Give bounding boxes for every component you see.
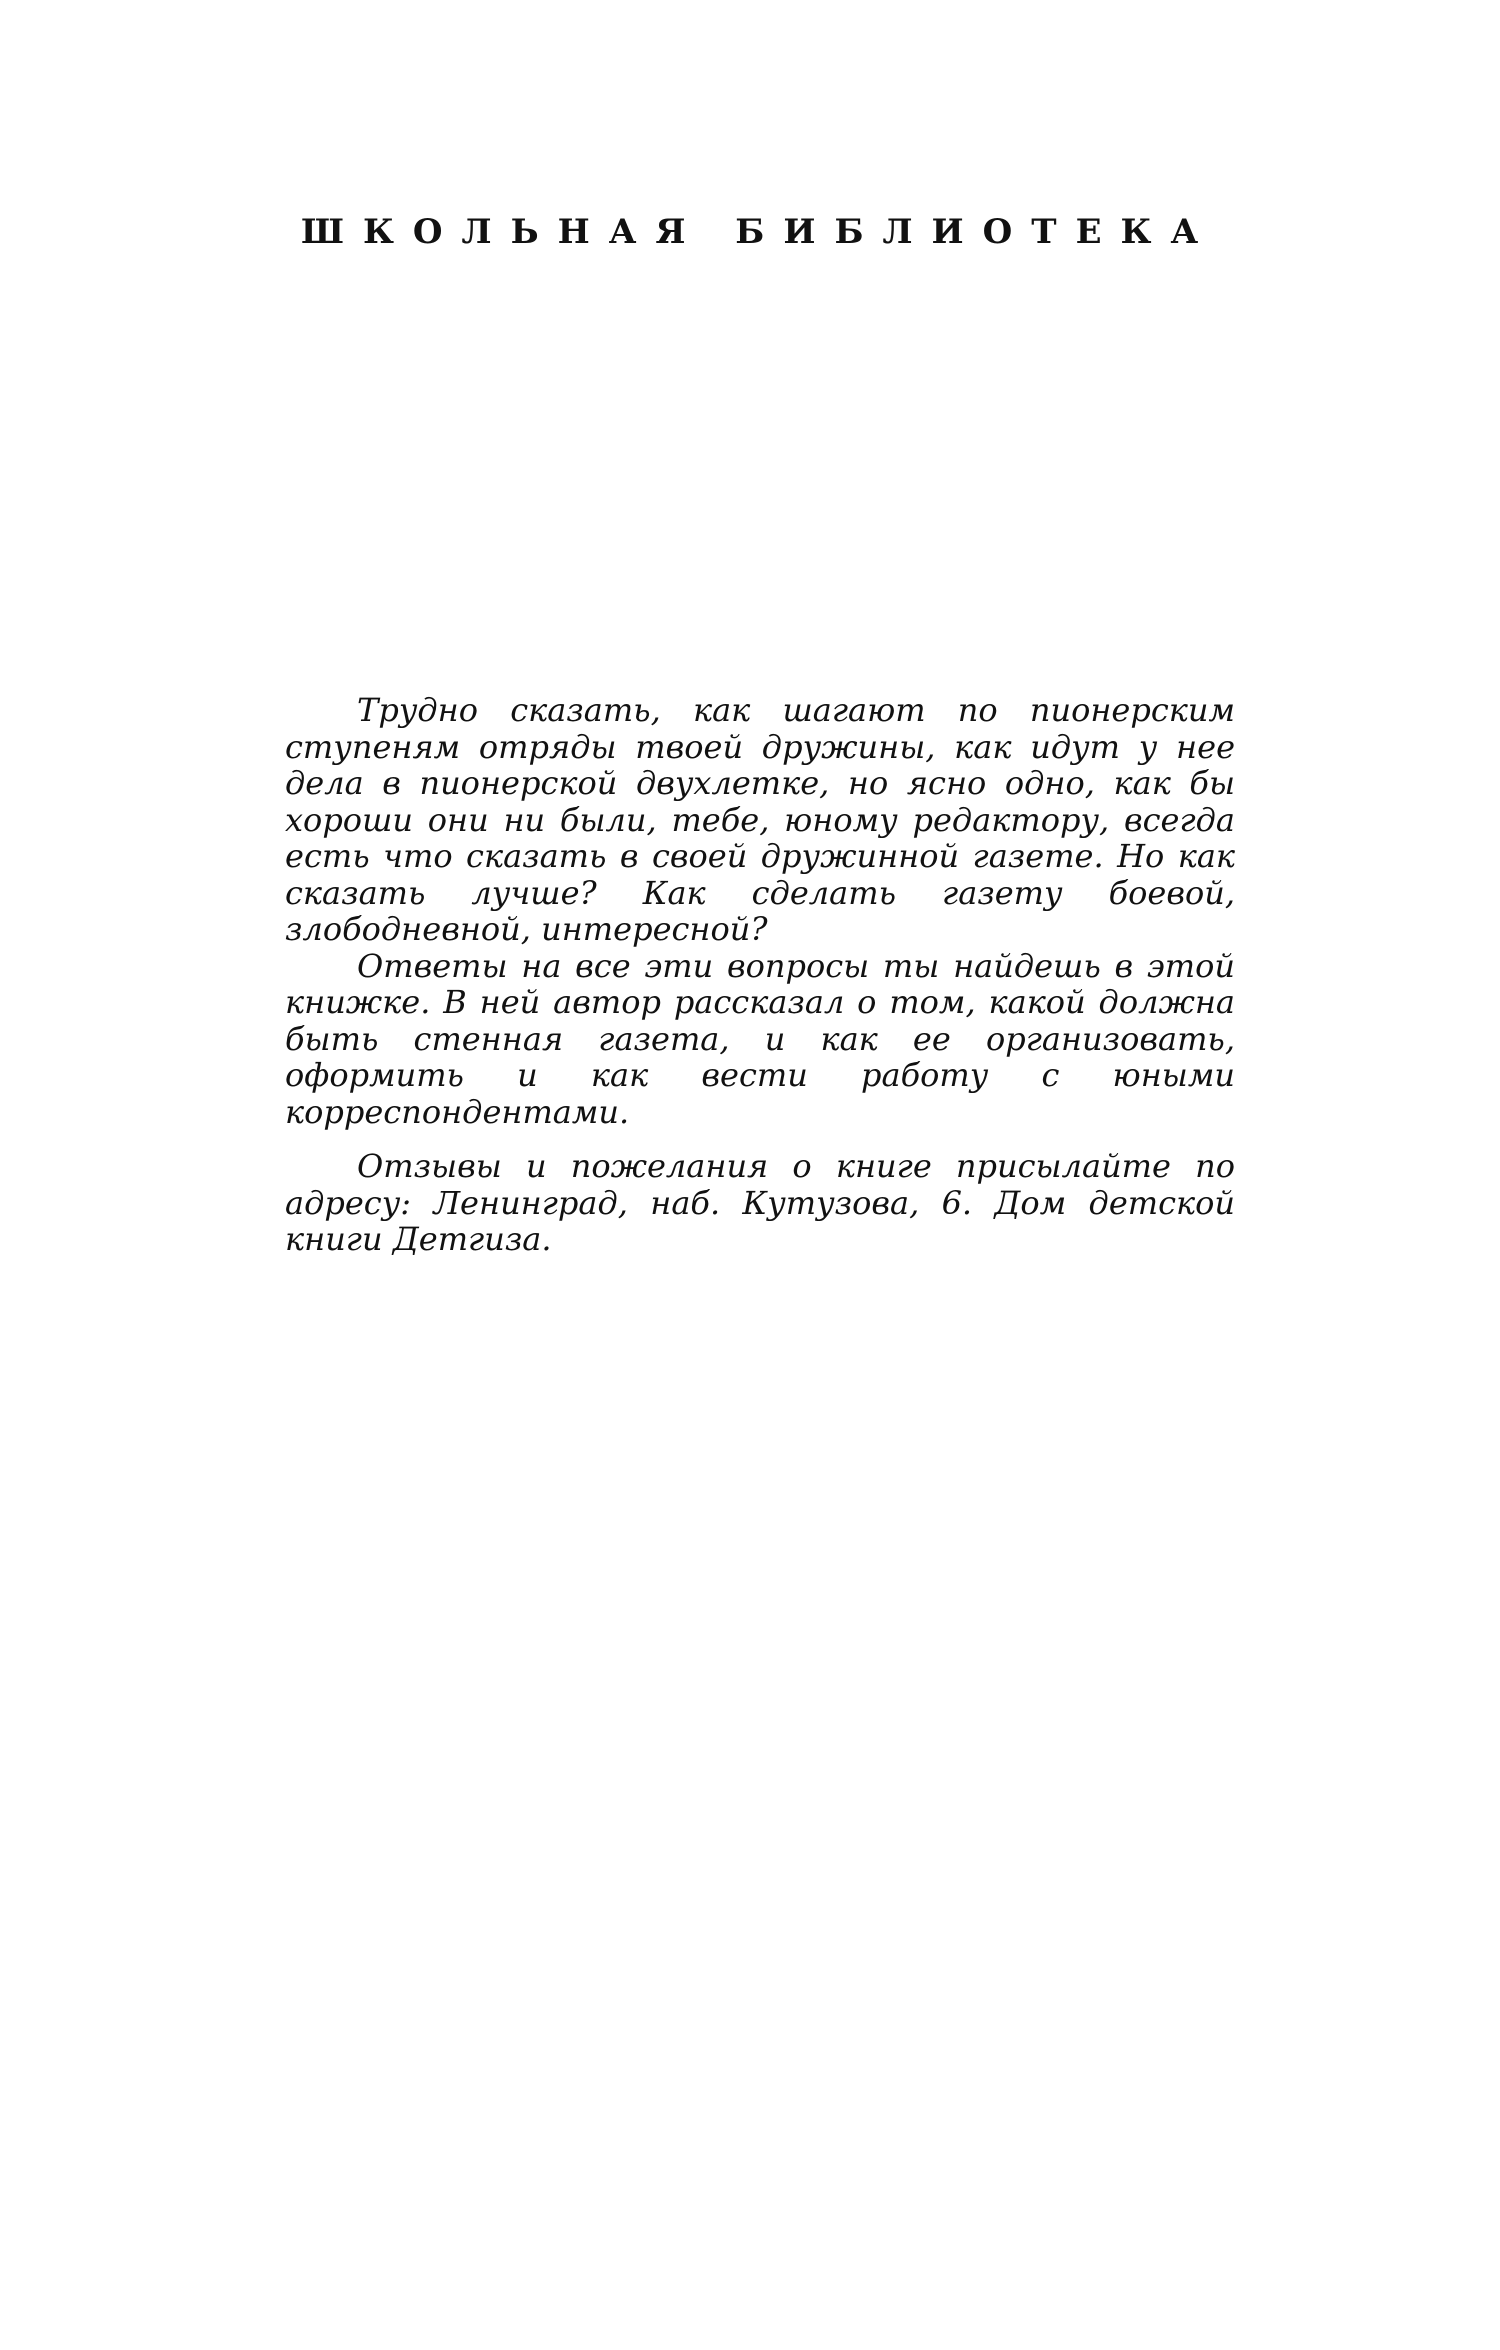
annotation-paragraph: Трудно сказать, как шагают по пионерским ступеням отряды твоей дружины, как идут у нее дела в пионерской двухлетке, но ясно одно, как бы хороши они ни были, тебе, юному редактору, всегда есть что сказать в своей дружинной газете. Но как сказать лучше? Как сделать газету боевой, злободневной, интересной? xyxy=(285,691,1235,948)
book-annotation xyxy=(285,692,1235,1130)
annotation-paragraph: Ответы на все эти вопросы ты найдешь в этой книжке. В ней автор рассказал о том, какой должна быть стенная газета, и как ее организовать, оформить и как вести работу с юными корреспондентами. xyxy=(285,946,1235,1131)
series-title: ШКОЛЬНАЯ БИБЛИОТЕКА xyxy=(300,212,1218,252)
feedback-paragraph: Отзывы и пожелания о книге присылайте по адресу: Ленинград, наб. Кутузова, 6. Дом детской книги Детгиза. xyxy=(285,1147,1235,1258)
feedback-address xyxy=(285,1148,1235,1258)
